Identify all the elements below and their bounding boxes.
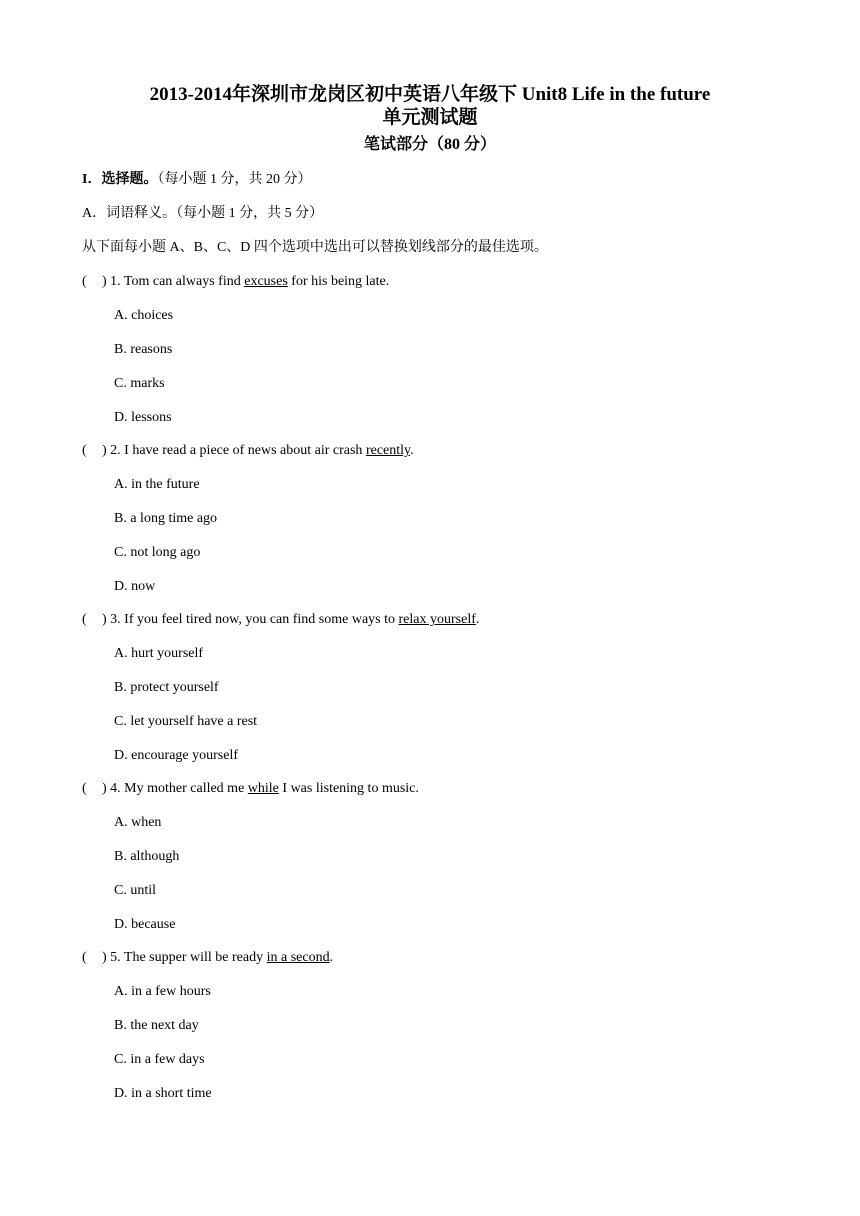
- option-b: B. protect yourself: [114, 680, 219, 695]
- document-title-line2: 单元测试题: [382, 107, 478, 128]
- question-text-end: .: [329, 950, 334, 965]
- option-d: D. lessons: [114, 410, 172, 425]
- option-d: D. encourage yourself: [114, 748, 239, 763]
- answer-blank-open: (: [82, 443, 87, 458]
- option-c: C. not long ago: [114, 545, 201, 560]
- option-c: C. marks: [114, 376, 165, 391]
- option-c: C. let yourself have a rest: [114, 714, 258, 729]
- question-4: [82, 780, 419, 798]
- question-text: ) 4. My mother called me: [102, 781, 248, 796]
- option-b: B. a long time ago: [114, 511, 218, 526]
- section-heading: [82, 171, 311, 189]
- answer-blank-open: (: [82, 950, 87, 965]
- option-a: A. in a few hours: [114, 984, 211, 999]
- option-a: A. when: [114, 815, 162, 830]
- question-text-end: for his being late.: [287, 274, 390, 289]
- underlined-word: excuses: [244, 274, 288, 289]
- question-1: [82, 273, 389, 291]
- underlined-word: while: [247, 781, 279, 796]
- option-a: A. hurt yourself: [114, 646, 204, 661]
- option-d: D. in a short time: [114, 1086, 212, 1101]
- section-label: I．选择题。: [82, 172, 158, 187]
- document-subtitle: 笔试部分（80 分）: [363, 136, 496, 153]
- option-c: C. until: [114, 883, 157, 898]
- question-text: ) 2. I have read a piece of news about air crash: [102, 443, 366, 458]
- answer-blank-open: (: [82, 781, 87, 796]
- part-heading: A．词语释义。（每小题 1 分，共 5 分）: [82, 206, 324, 221]
- option-b: B. reasons: [114, 342, 173, 357]
- question-3: [82, 611, 479, 629]
- question-text: ) 1. Tom can always find: [102, 274, 245, 289]
- question-text-end: I was listening to music.: [278, 781, 419, 796]
- answer-blank-open: (: [82, 274, 87, 289]
- option-c: C. in a few days: [114, 1052, 205, 1067]
- option-b: B. although: [114, 849, 180, 864]
- answer-blank-open: (: [82, 612, 87, 627]
- question-text-end: .: [410, 443, 414, 458]
- question-text-end: .: [475, 612, 480, 627]
- document-title: 2013-2014年深圳市龙岗区初中英语八年级下 Unit8 Life in the future: [149, 84, 711, 105]
- option-a: A. choices: [114, 308, 174, 323]
- section-note: （每小题 1 分，共 20 分）: [157, 172, 312, 187]
- underlined-word: relax yourself: [398, 612, 476, 627]
- question-text: ) 3. If you feel tired now, you can find some ways to: [102, 612, 399, 627]
- option-a: A. in the future: [114, 477, 200, 492]
- option-b: B. the next day: [114, 1018, 199, 1033]
- option-d: D. because: [114, 917, 176, 932]
- underlined-word: recently: [365, 443, 411, 458]
- question-5: [82, 949, 333, 967]
- question-text: ) 5. The supper will be ready: [102, 950, 267, 965]
- underlined-word: in a second: [266, 950, 330, 965]
- option-d: D. now: [114, 579, 156, 594]
- question-2: [82, 442, 414, 460]
- instruction-text: 从下面每小题 A、B、C、D 四个选项中选出可以替换划线部分的最佳选项。: [82, 240, 548, 255]
